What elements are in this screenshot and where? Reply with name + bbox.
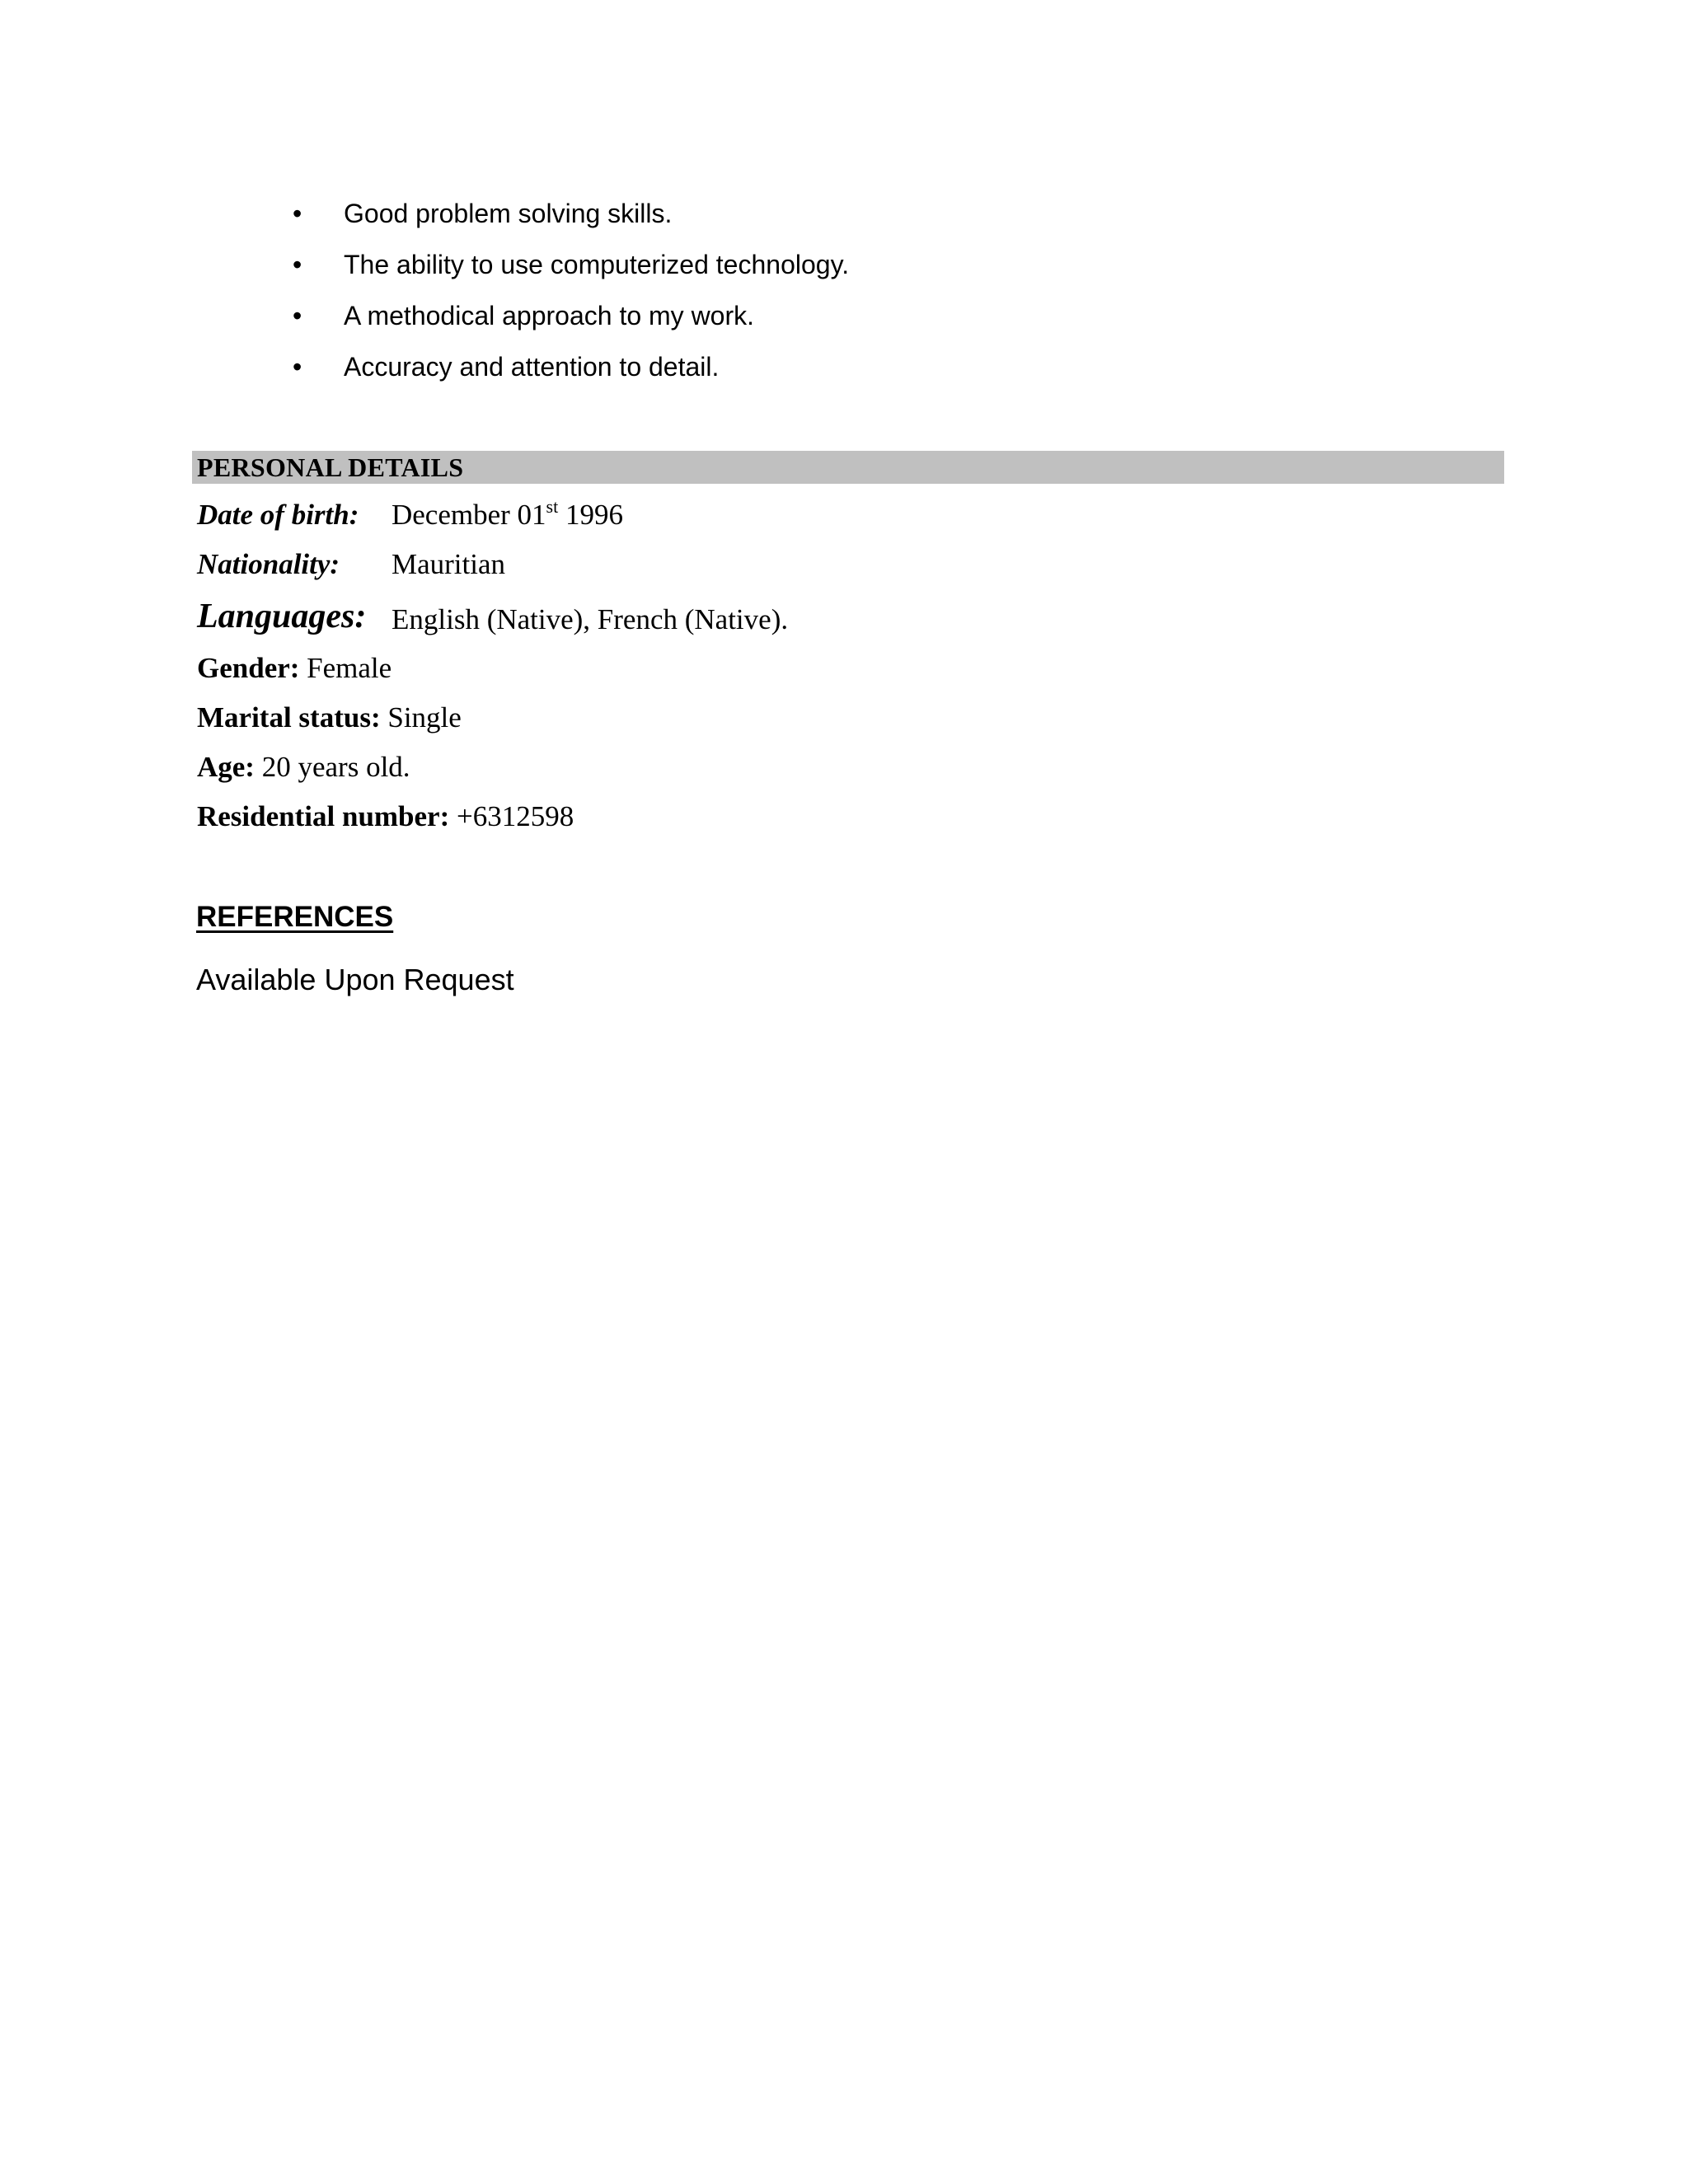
residential-number-row	[197, 796, 574, 837]
references-heading: REFERENCES	[196, 901, 394, 933]
skill-item	[293, 349, 849, 401]
bullet-icon: •	[293, 250, 302, 279]
marital-status-value: Single	[380, 701, 462, 733]
languages-label: Languages:	[197, 598, 367, 635]
marital-status-row	[197, 697, 462, 738]
languages-value: English (Native), French (Native).	[392, 603, 789, 635]
date-of-birth-label: Date of birth:	[197, 499, 359, 531]
personal-details-heading: PERSONAL DETAILS	[197, 452, 464, 482]
skill-text: A methodical approach to my work.	[344, 301, 755, 330]
residential-number-value: +6312598	[449, 800, 574, 832]
date-of-birth-value	[392, 494, 623, 536]
age-row	[197, 747, 410, 788]
age-label: Age:	[197, 751, 255, 783]
residential-number-label: Residential number:	[197, 800, 450, 832]
skill-item	[293, 298, 849, 349]
age-value: 20 years old.	[254, 751, 410, 783]
skill-item	[293, 196, 849, 247]
skill-item	[293, 247, 849, 298]
gender-row	[197, 648, 392, 689]
gender-value: Female	[299, 652, 392, 684]
date-of-birth-row	[197, 494, 623, 536]
personal-details-heading-bar	[192, 451, 1504, 484]
date-of-birth-year: 1996	[558, 499, 623, 531]
languages-row	[197, 593, 789, 641]
references-body: Available Upon Request	[196, 963, 514, 996]
skill-text: Accuracy and attention to detail.	[344, 352, 720, 382]
date-of-birth-month-day: December 01	[392, 499, 546, 531]
nationality-label: Nationality:	[197, 548, 340, 580]
skill-text: The ability to use computerized technology.	[344, 250, 850, 279]
bullet-icon: •	[293, 352, 302, 382]
marital-status-label: Marital status:	[197, 701, 381, 733]
date-of-birth-ordinal: st	[546, 496, 559, 517]
skill-text: Good problem solving skills.	[344, 199, 673, 228]
nationality-value: Mauritian	[392, 548, 506, 580]
skills-list	[293, 196, 849, 401]
nationality-row	[197, 544, 506, 585]
bullet-icon: •	[293, 199, 302, 228]
bullet-icon: •	[293, 301, 302, 330]
gender-label: Gender:	[197, 652, 300, 684]
